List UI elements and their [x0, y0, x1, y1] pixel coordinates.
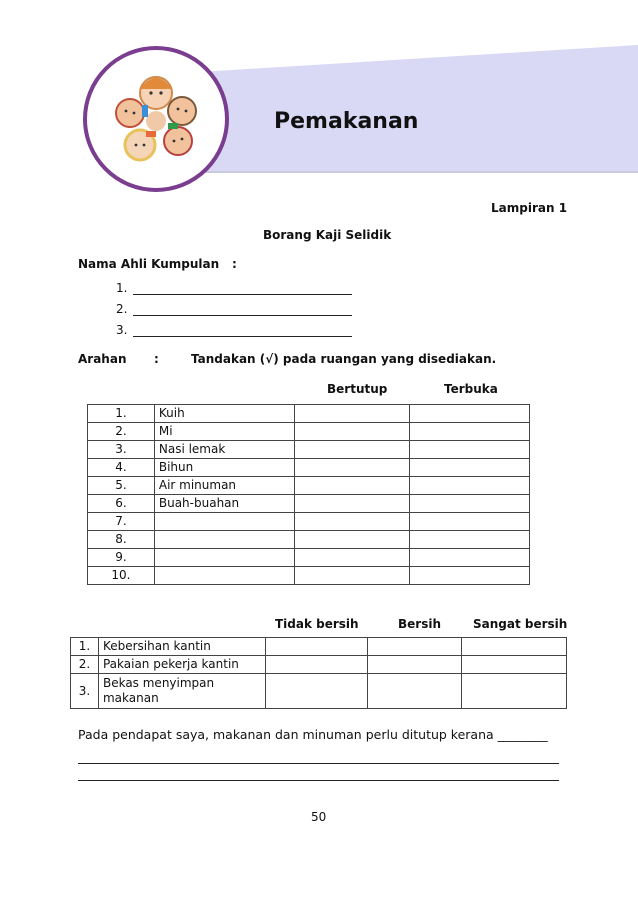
page-title: Pemakanan [274, 109, 419, 134]
very-clean-cell[interactable] [462, 656, 567, 674]
food-table [87, 404, 530, 585]
clean-cell[interactable] [367, 674, 462, 709]
criteria-item: Pakaian pekerja kantin [98, 656, 265, 674]
food-item[interactable] [154, 513, 294, 531]
criteria-item-line: makanan [102, 691, 159, 705]
row-number: 4. [88, 459, 155, 477]
open-cell[interactable] [410, 423, 530, 441]
food-item: Bihun [154, 459, 294, 477]
table-row [88, 459, 530, 477]
member-number: 2. [116, 302, 128, 316]
instruction-label: Arahan [78, 352, 127, 366]
covered-cell[interactable] [294, 567, 410, 585]
row-number: 6. [88, 495, 155, 513]
covered-cell[interactable] [294, 441, 410, 459]
row-number: 9. [88, 549, 155, 567]
open-cell[interactable] [410, 441, 530, 459]
table-row [88, 567, 530, 585]
open-cell[interactable] [410, 513, 530, 531]
covered-cell[interactable] [294, 423, 410, 441]
row-number: 1. [88, 405, 155, 423]
covered-cell[interactable] [294, 477, 410, 495]
form-heading: Borang Kaji Selidik [263, 228, 392, 242]
table-row [88, 441, 530, 459]
clean-cell[interactable] [367, 638, 462, 656]
food-item[interactable] [154, 549, 294, 567]
open-cell[interactable] [410, 459, 530, 477]
table-row [71, 656, 567, 674]
row-number: 2. [88, 423, 155, 441]
opinion-sentence: Pada pendapat saya, makanan dan minuman perlu ditutup kerana ________ [78, 727, 548, 742]
row-number: 10. [88, 567, 155, 585]
instruction-colon: : [154, 352, 159, 366]
covered-cell[interactable] [294, 549, 410, 567]
member-line [133, 294, 352, 295]
children-illustration [82, 45, 230, 193]
not-clean-cell[interactable] [265, 656, 367, 674]
answer-line[interactable] [78, 763, 559, 764]
row-number: 8. [88, 531, 155, 549]
instruction-text: Tandakan (√) pada ruangan yang disediakan. [191, 352, 497, 366]
column-header-very-clean: Sangat bersih [473, 617, 568, 631]
table-row [88, 513, 530, 531]
table-row [88, 405, 530, 423]
member-line [133, 315, 352, 316]
open-cell[interactable] [410, 477, 530, 495]
table-row [88, 549, 530, 567]
not-clean-cell[interactable] [265, 674, 367, 709]
row-number: 7. [88, 513, 155, 531]
food-item[interactable] [154, 567, 294, 585]
covered-cell[interactable] [294, 531, 410, 549]
appendix-label: Lampiran 1 [491, 201, 568, 215]
table-row [88, 477, 530, 495]
row-number: 3. [88, 441, 155, 459]
table-row [71, 674, 567, 709]
answer-line[interactable] [78, 780, 559, 781]
member-number: 1. [116, 281, 128, 295]
row-number: 1. [71, 638, 99, 656]
criteria-item [98, 674, 265, 709]
covered-cell[interactable] [294, 513, 410, 531]
column-header-clean: Bersih [398, 617, 442, 631]
row-number: 5. [88, 477, 155, 495]
food-item: Air minuman [154, 477, 294, 495]
criteria-item: Kebersihan kantin [98, 638, 265, 656]
food-item: Kuih [154, 405, 294, 423]
table-row [88, 423, 530, 441]
row-number: 3. [71, 674, 99, 709]
very-clean-cell[interactable] [462, 638, 567, 656]
members-label: Nama Ahli Kumpulan [78, 257, 220, 271]
food-item: Mi [154, 423, 294, 441]
covered-cell[interactable] [294, 405, 410, 423]
member-line [133, 336, 352, 337]
covered-cell[interactable] [294, 459, 410, 477]
table-row [88, 531, 530, 549]
food-item: Buah-buahan [154, 495, 294, 513]
table-row [88, 495, 530, 513]
members-colon: : [232, 257, 237, 271]
clean-cell[interactable] [367, 656, 462, 674]
covered-cell[interactable] [294, 495, 410, 513]
open-cell[interactable] [410, 495, 530, 513]
table-row [71, 638, 567, 656]
row-number: 2. [71, 656, 99, 674]
open-cell[interactable] [410, 405, 530, 423]
very-clean-cell[interactable] [462, 674, 567, 709]
column-header-not-clean: Tidak bersih [275, 617, 359, 631]
open-cell[interactable] [410, 549, 530, 567]
open-cell[interactable] [410, 567, 530, 585]
cleanliness-table [70, 637, 567, 709]
open-cell[interactable] [410, 531, 530, 549]
member-number: 3. [116, 323, 128, 337]
food-item[interactable] [154, 531, 294, 549]
criteria-item-line: Bekas menyimpan [102, 676, 215, 690]
not-clean-cell[interactable] [265, 638, 367, 656]
food-item: Nasi lemak [154, 441, 294, 459]
page-number: 50 [311, 810, 327, 824]
column-header-covered: Bertutup [327, 382, 388, 396]
column-header-open: Terbuka [444, 382, 498, 396]
